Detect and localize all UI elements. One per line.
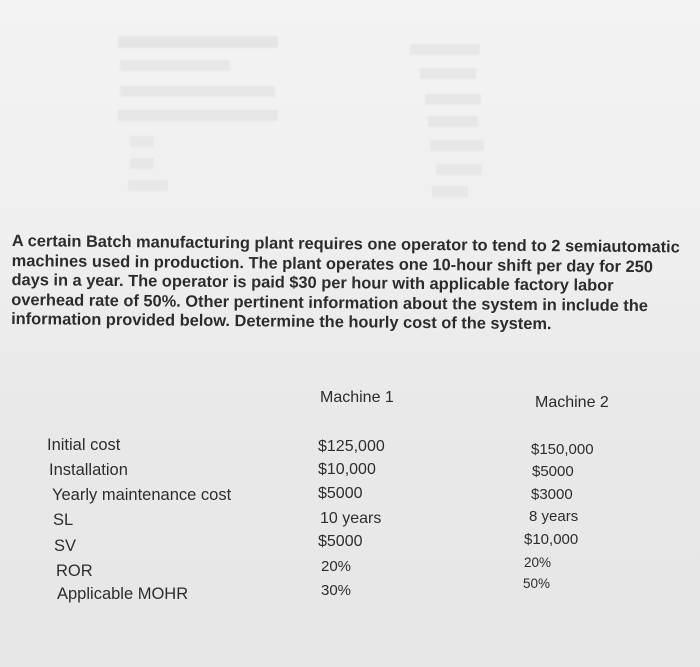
machine-2-value: $10,000	[524, 531, 579, 548]
row-label: Installation	[49, 461, 128, 479]
machine-2-value: 50%	[523, 576, 551, 591]
machine-2-value: 20%	[524, 555, 552, 570]
machine-1-value: 20%	[321, 558, 352, 575]
column-header-machine-1: Machine 1	[320, 389, 394, 406]
row-label: Initial cost	[47, 436, 121, 454]
problem-statement: A certain Batch manufacturing plant requires one operator to tend to 2 semiautomatic machines used in production. The plant operates one 10-hour shift per day for 250 days in a year. The operator is paid $30 per hour with applicable factory labor overhead rate of 50%. Other pertinent information about the system in include the information provided below. Determine the hourly cost of the system.	[11, 232, 680, 334]
machine-2-value: $3000	[531, 486, 573, 503]
row-label: SL	[53, 511, 74, 529]
machine-1-value: $125,000	[318, 438, 385, 455]
column-header-machine-2: Machine 2	[535, 394, 609, 411]
machine-1-value: $5000	[318, 533, 363, 550]
row-label: SV	[54, 537, 77, 555]
row-label: Yearly maintenance cost	[52, 486, 232, 504]
row-label: ROR	[56, 562, 93, 580]
row-label: Applicable MOHR	[57, 585, 189, 603]
machine-1-value: 10 years	[320, 510, 382, 527]
machine-2-value: $5000	[532, 463, 574, 480]
machine-2-value: 8 years	[529, 508, 579, 525]
machine-1-value: $10,000	[318, 461, 376, 478]
machine-1-value: 30%	[321, 582, 352, 599]
machine-1-value: $5000	[318, 485, 363, 502]
machine-2-value: $150,000	[531, 441, 594, 458]
